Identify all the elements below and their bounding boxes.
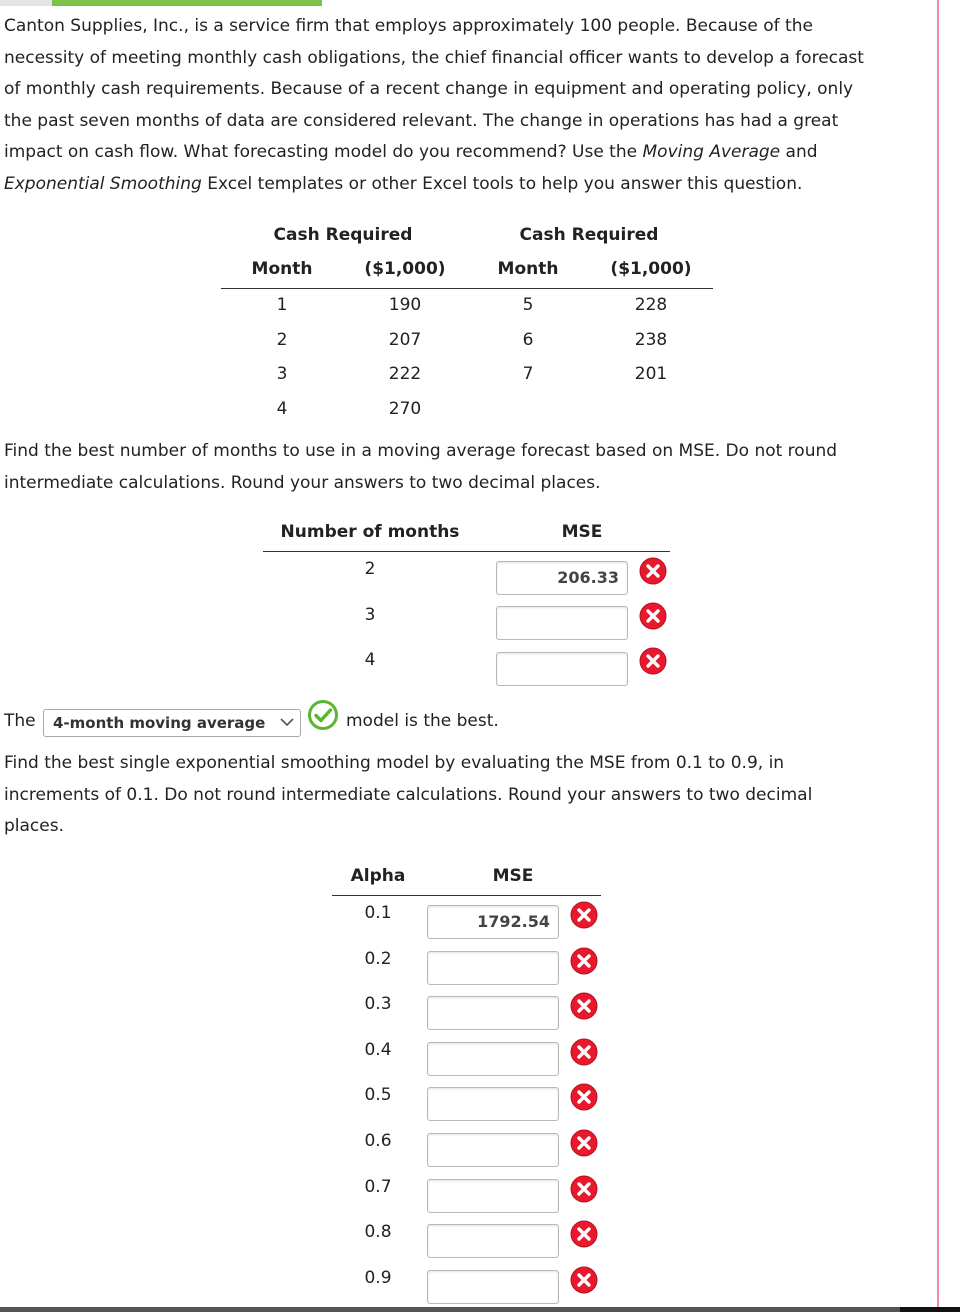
instruction-line: increments of 0.1. Do not round intermediate calculations. Round your answers to two decimal bbox=[4, 784, 813, 805]
alpha-value: 0.4 bbox=[364, 1040, 392, 1060]
mse-input[interactable] bbox=[496, 652, 628, 686]
cash-cell: 207 bbox=[388, 330, 422, 350]
problem-line bbox=[4, 137, 924, 169]
x-circle-icon bbox=[569, 946, 599, 976]
mse-input[interactable] bbox=[427, 1087, 559, 1121]
cash-cell: 228 bbox=[634, 295, 668, 315]
problem-line bbox=[4, 169, 924, 201]
month-header-left: Month bbox=[251, 259, 313, 279]
month-cell: 1 bbox=[276, 295, 288, 315]
mse-header: MSE bbox=[561, 522, 603, 542]
mse-input[interactable] bbox=[427, 951, 559, 985]
bottom-border-dark bbox=[900, 1307, 960, 1312]
mse-input[interactable]: 1792.54 bbox=[427, 905, 559, 939]
mse-input[interactable] bbox=[496, 606, 628, 640]
x-circle-icon bbox=[638, 601, 668, 631]
problem-text: Excel templates or other Excel tools to help you answer this question. bbox=[201, 173, 803, 194]
table-header-rule bbox=[221, 288, 713, 289]
top-progress-bar bbox=[52, 0, 322, 6]
cash-required-header-right: Cash Required bbox=[519, 225, 659, 245]
best-model-select[interactable] bbox=[43, 709, 301, 737]
months-value: 2 bbox=[364, 559, 376, 579]
instruction-line: places. bbox=[4, 816, 64, 836]
alpha-value: 0.6 bbox=[364, 1131, 392, 1151]
instruction-line: Find the best number of months to use in a moving average forecast based on MSE. Do not round bbox=[4, 441, 838, 461]
alpha-value: 0.1 bbox=[364, 903, 392, 923]
number-of-months-header: Number of months bbox=[280, 522, 460, 542]
x-circle-icon bbox=[569, 991, 599, 1021]
x-circle-icon bbox=[638, 646, 668, 676]
units-header-left: ($1,000) bbox=[364, 259, 446, 279]
mse-header: MSE bbox=[492, 866, 534, 886]
mse-input[interactable] bbox=[427, 1133, 559, 1167]
alpha-value: 0.3 bbox=[364, 994, 392, 1014]
month-cell: 4 bbox=[276, 399, 288, 419]
mse-input[interactable] bbox=[427, 1224, 559, 1258]
problem-line: of monthly cash requirements. Because of a recent change in equipment and operating policy, only bbox=[4, 79, 854, 99]
problem-line: necessity of meeting monthly cash obligations, the chief financial officer wants to develop a forecast bbox=[4, 47, 864, 68]
exponential-smoothing-template-name: Exponential Smoothing bbox=[4, 173, 202, 194]
problem-statement bbox=[4, 11, 924, 200]
x-circle-icon bbox=[569, 900, 599, 930]
alpha-header: Alpha bbox=[350, 866, 406, 886]
x-circle-icon bbox=[569, 1128, 599, 1158]
mse-input[interactable] bbox=[427, 996, 559, 1030]
x-circle-icon bbox=[569, 1219, 599, 1249]
x-circle-icon bbox=[569, 1174, 599, 1204]
moving-average-template-name: Moving Average bbox=[642, 142, 781, 162]
cash-cell: 201 bbox=[634, 364, 668, 384]
cash-cell: 190 bbox=[388, 295, 422, 315]
moving-average-instructions bbox=[4, 436, 924, 499]
best-model-selected-value: 4-month moving average bbox=[53, 714, 266, 732]
problem-line: the past seven months of data are considered relevant. The change in operations has had a great bbox=[4, 110, 839, 131]
alpha-value: 0.2 bbox=[364, 949, 392, 969]
top-tab-gray bbox=[0, 0, 52, 6]
month-cell: 6 bbox=[522, 330, 534, 350]
cash-cell: 222 bbox=[388, 364, 422, 384]
exponential-smoothing-instructions bbox=[4, 748, 924, 843]
alpha-value: 0.9 bbox=[364, 1268, 392, 1288]
problem-line: Canton Supplies, Inc., is a service firm that employs approximately 100 people. Because of the bbox=[4, 16, 813, 36]
x-circle-icon bbox=[569, 1082, 599, 1112]
alpha-value: 0.8 bbox=[364, 1222, 392, 1242]
table-header-rule bbox=[332, 895, 601, 896]
x-circle-icon bbox=[569, 1037, 599, 1067]
instruction-line: intermediate calculations. Round your answers to two decimal places. bbox=[4, 472, 601, 493]
x-circle-icon bbox=[638, 556, 668, 586]
month-cell: 5 bbox=[522, 295, 534, 315]
months-value: 3 bbox=[364, 605, 376, 625]
problem-text: and bbox=[780, 142, 818, 162]
best-model-suffix: model is the best. bbox=[346, 711, 499, 731]
alpha-value: 0.5 bbox=[364, 1085, 392, 1105]
month-cell: 7 bbox=[522, 364, 534, 384]
month-cell: 2 bbox=[276, 330, 288, 350]
cash-cell: 270 bbox=[388, 399, 422, 419]
bottom-border bbox=[0, 1307, 900, 1312]
months-value: 4 bbox=[364, 650, 376, 670]
problem-text: impact on cash flow. What forecasting model do you recommend? Use the bbox=[4, 142, 643, 162]
table-header-rule bbox=[263, 551, 670, 552]
cash-cell: 238 bbox=[634, 330, 668, 350]
month-header-right: Month bbox=[497, 259, 559, 279]
cash-required-header-left: Cash Required bbox=[273, 225, 413, 245]
x-circle-icon bbox=[569, 1265, 599, 1295]
chevron-down-icon bbox=[280, 717, 294, 727]
best-model-prefix: The bbox=[4, 711, 36, 731]
mse-input[interactable]: 206.33 bbox=[496, 561, 628, 595]
alpha-value: 0.7 bbox=[364, 1177, 392, 1197]
mse-input[interactable] bbox=[427, 1179, 559, 1213]
check-circle-icon bbox=[307, 699, 339, 731]
month-cell: 3 bbox=[276, 364, 288, 384]
right-border bbox=[937, 0, 939, 1312]
mse-input[interactable] bbox=[427, 1042, 559, 1076]
instruction-line: Find the best single exponential smoothing model by evaluating the MSE from 0.1 to 0.9, in bbox=[4, 753, 785, 773]
units-header-right: ($1,000) bbox=[610, 259, 692, 279]
mse-input[interactable] bbox=[427, 1270, 559, 1304]
